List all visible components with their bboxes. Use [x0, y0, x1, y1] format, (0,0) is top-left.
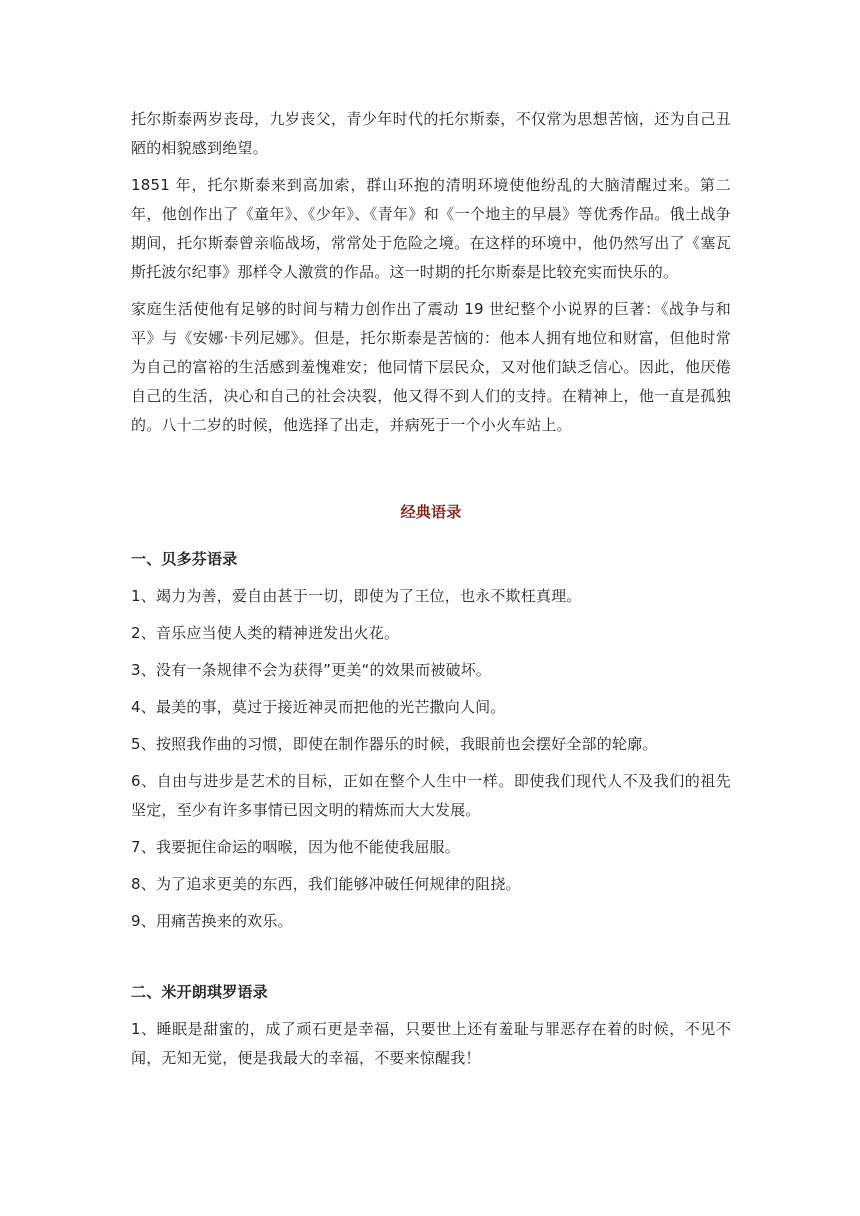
beethoven-quote-8: 8、为了追求更美的东西，我们能够冲破任何规律的阻挠。: [131, 875, 521, 893]
michelangelo-heading: 二、米开朗琪罗语录: [131, 983, 268, 1001]
michelangelo-quote-1: 1、睡眠是甜蜜的，成了顽石更是幸福，只要世上还有羞耻与罪恶存在着的时候，不见不闻，无知无觉，便是我最大的幸福，不要来惊醒我！: [131, 1020, 731, 1067]
document-page: [131, 100, 731, 1081]
beethoven-heading: 一、贝多芬语录: [131, 550, 238, 568]
beethoven-quote-5: 5、按照我作曲的习惯，即使在制作器乐的时候，我眼前也会摆好全部的轮廓。: [131, 735, 658, 753]
beethoven-quote-2: 2、音乐应当使人类的精神迸发出火花。: [131, 624, 400, 642]
section-title: 经典语录: [400, 503, 462, 521]
beethoven-quote-9: 9、用痛苦换来的欢乐。: [131, 912, 293, 930]
intro-paragraph-1: 托尔斯泰两岁丧母，九岁丧父，青少年时代的托尔斯泰，不仅常为思想苦恼，还为自己丑陋的相貌感到绝望。: [131, 110, 731, 157]
intro-paragraph-3: 家庭生活使他有足够的时间与精力创作出了震动 19 世纪整个小说界的巨著：《战争与和平》与《安娜·卡列尼娜》。但是，托尔斯泰是苦恼的：他本人拥有地位和财富，但他时常为自己的富裕的生活感到羞愧难安；他同情下层民众，又对他们缺乏信心。因此，他厌倦自己的生活，决心和自己的社会决裂，他又得不到人们的支持。在精神上，他一直是孤独的。八十二岁的时候，他选择了出走，并病死于一个小火车站上。: [131, 300, 731, 434]
beethoven-quote-7: 7、我要扼住命运的咽喉，因为他不能使我屈服。: [131, 838, 460, 856]
beethoven-quote-3: 3、没有一条规律不会为获得”更美“的效果而被破坏。: [131, 661, 492, 679]
intro-paragraph-2: 1851 年，托尔斯泰来到高加索，群山环抱的清明环境使他纷乱的大脑清醒过来。第二年，他创作出了《童年》、《少年》、《青年》和《一个地主的早晨》等优秀作品。俄土战争期间，托尔斯泰曾亲临战场，常常处于危险之境。在这样的环境中，他仍然写出了《塞瓦斯托波尔纪事》那样令人激赏的作品。这一时期的托尔斯泰是比较充实而快乐的。: [131, 176, 731, 281]
beethoven-quote-6: 6、自由与进步是艺术的目标，正如在整个人生中一样。即使我们现代人不及我们的祖先坚定，至少有许多事情已因文明的精炼而大大发展。: [131, 772, 731, 819]
beethoven-quote-1: 1、竭力为善，爱自由甚于一切，即使为了王位，也永不欺枉真理。: [131, 587, 582, 605]
beethoven-quote-4: 4、最美的事，莫过于接近神灵而把他的光芒撒向人间。: [131, 698, 506, 716]
